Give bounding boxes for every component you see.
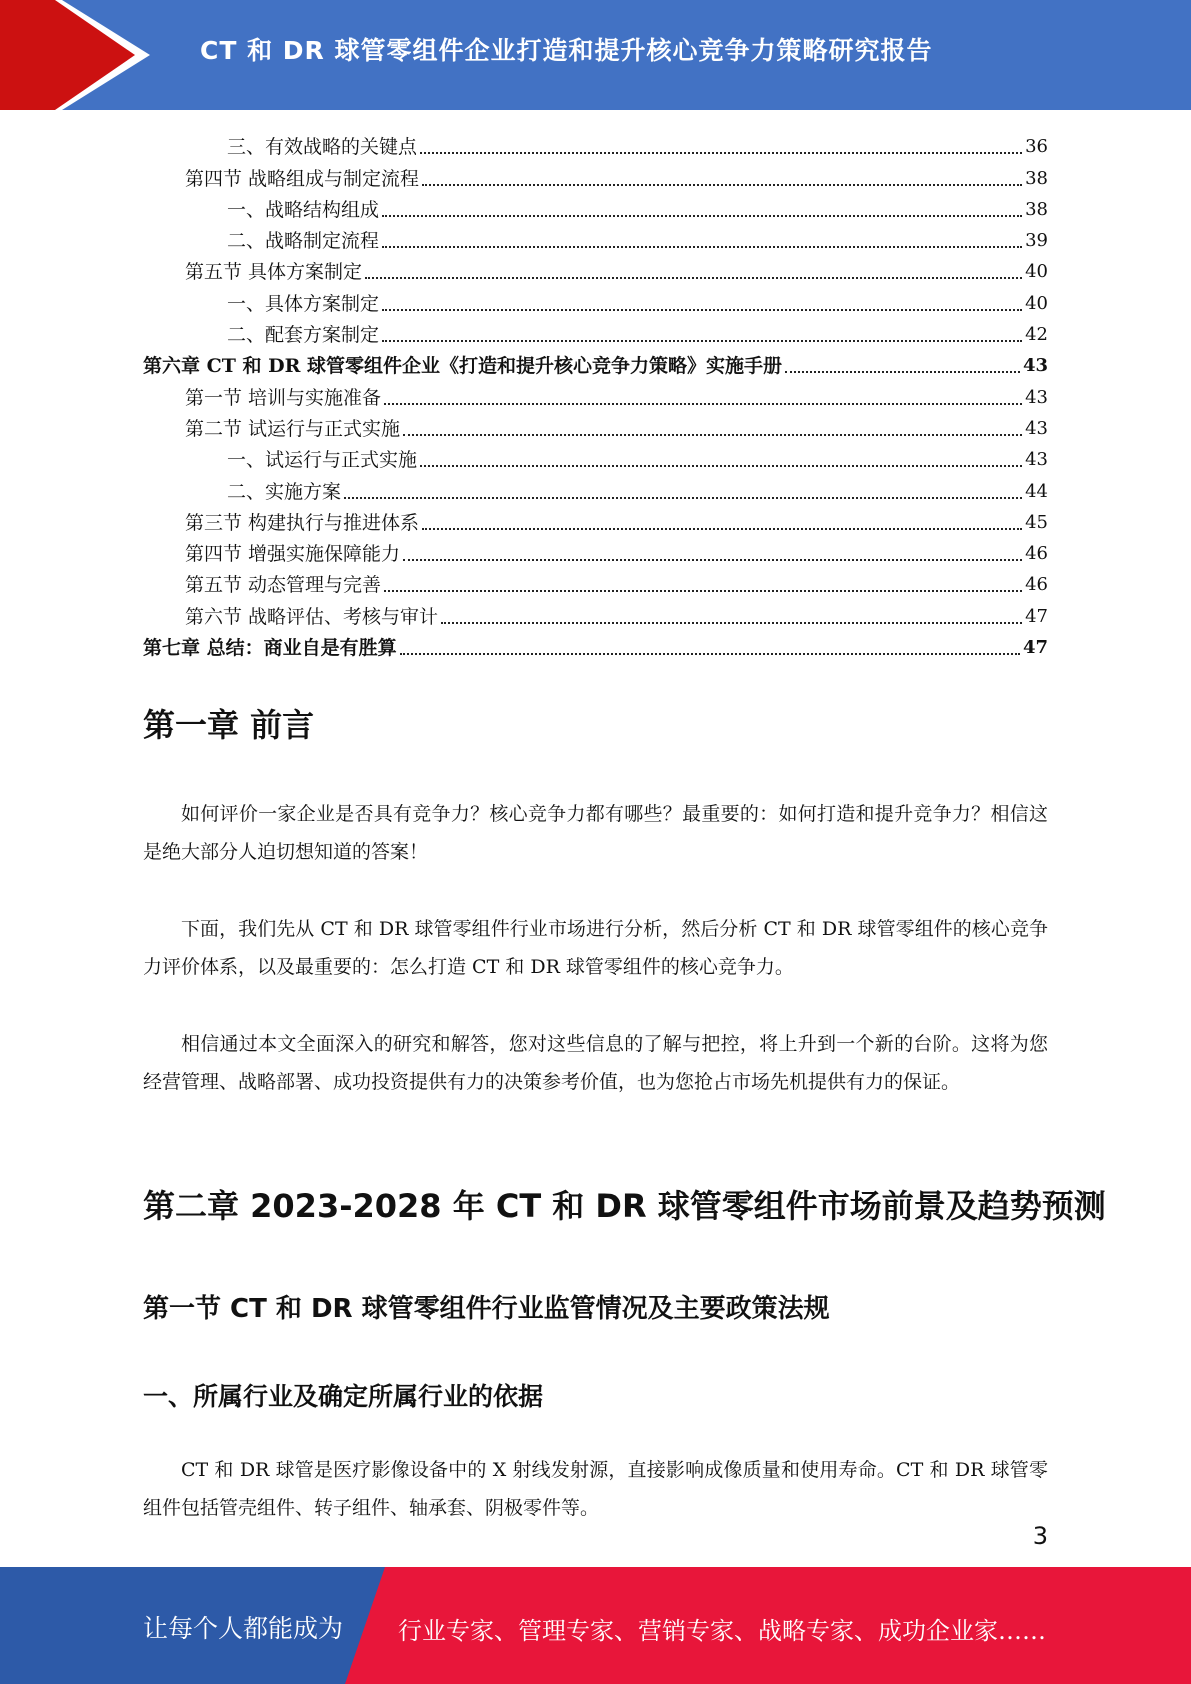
toc-dot-leader [400,652,1020,655]
toc-entry[interactable] [143,128,1048,159]
toc-dot-leader [344,496,1022,499]
paragraph-3: 相信通过本文全面深入的研究和解答，您对这些信息的了解与把控，将上升到一个新的台阶。这将为您经营管理、战略部署、成功投资提供有力的决策参考价值，也为您抢占市场先机提供有力的保证。 [143,1033,1048,1093]
toc-entry[interactable] [143,253,1048,284]
subsection-1-title: 一、所属行业及确定所属行业的依据 [143,1382,544,1411]
page-footer [0,1567,1191,1684]
toc-entry-title: 第一节 培训与实施准备 [185,386,382,409]
toc-entry[interactable] [143,284,1048,315]
toc-dot-leader [420,151,1022,154]
toc-entry-page: 46 [1025,574,1048,596]
toc-entry-title: 一、试运行与正式实施 [227,449,418,472]
paragraph-2: 下面，我们先从 CT 和 DR 球管零组件行业市场进行分析，然后分析 CT 和 DR 球管零组件的核心竞争力评价体系，以及最重要的：怎么打造 CT 和 DR 球管零组件的核心竞争力。 [143,918,1048,978]
toc-entry-title: 二、实施方案 [227,480,342,503]
toc-entry-page: 42 [1025,324,1048,346]
toc-dot-leader [384,589,1022,592]
toc-dot-leader [382,214,1022,217]
toc-entry[interactable] [143,441,1048,472]
toc-entry-page: 43 [1025,449,1048,471]
toc-entry-title: 二、战略制定流程 [227,230,380,253]
header-title: CT 和 DR 球管零组件企业打造和提升核心竞争力策略研究报告 [200,36,933,65]
toc-dot-leader [384,402,1022,405]
section-1-title: 第一节 CT 和 DR 球管零组件行业监管情况及主要政策法规 [143,1294,830,1324]
toc-entry-title: 第三节 构建执行与推进体系 [185,511,420,534]
toc-dot-leader [420,464,1022,467]
toc-entry[interactable] [143,410,1048,441]
toc-entry-title: 第二节 试运行与正式实施 [185,417,401,440]
page-header [0,0,1191,110]
toc-dot-leader [441,621,1022,624]
toc-entry-title: 第六节 战略评估、考核与审计 [185,605,439,628]
toc-entry[interactable] [143,222,1048,253]
toc-dot-leader [403,433,1022,436]
toc-entry-title: 一、具体方案制定 [227,292,380,315]
table-of-contents [143,128,1048,660]
toc-entry-page: 43 [1025,386,1048,408]
toc-entry-title: 第七章 总结：商业自是有胜算 [143,637,397,660]
toc-entry-title: 第四节 战略组成与制定流程 [185,167,420,190]
toc-dot-leader [422,527,1022,530]
toc-entry-title: 二、配套方案制定 [227,324,380,347]
paragraph-1: 如何评价一家企业是否具有竞争力？核心竞争力都有哪些？最重要的：如何打造和提升竞争力？相信这是绝大部分人迫切想知道的答案！ [143,803,1048,863]
toc-dot-leader [422,183,1022,186]
toc-entry[interactable] [143,347,1048,378]
toc-entry[interactable] [143,159,1048,190]
toc-entry-title: 第六章 CT 和 DR 球管零组件企业《打造和提升核心竞争力策略》实施手册 [143,355,782,378]
toc-entry-title: 一、战略结构组成 [227,198,380,221]
toc-entry[interactable] [143,191,1048,222]
toc-entry-title: 第五节 具体方案制定 [185,261,363,284]
toc-entry-page: 40 [1025,292,1048,314]
toc-dot-leader [785,370,1020,373]
toc-entry[interactable] [143,597,1048,628]
toc-dot-leader [403,558,1022,561]
toc-entry[interactable] [143,566,1048,597]
toc-entry[interactable] [143,629,1048,660]
toc-entry-page: 36 [1025,136,1048,158]
toc-entry-page: 47 [1022,637,1048,659]
paragraph-4: CT 和 DR 球管是医疗影像设备中的 X 射线发射源，直接影响成像质量和使用寿命。CT 和 DR 球管零组件包括管壳组件、转子组件、轴承套、阴极零件等。 [143,1459,1048,1519]
toc-entry[interactable] [143,378,1048,409]
toc-entry[interactable] [143,472,1048,503]
toc-entry-page: 38 [1025,198,1048,220]
toc-dot-leader [365,276,1022,279]
toc-dot-leader [382,245,1022,248]
toc-entry[interactable] [143,504,1048,535]
toc-entry-page: 45 [1025,511,1048,533]
toc-entry-title: 第五节 动态管理与完善 [185,574,382,597]
header-red-arrow-shape [0,0,160,110]
footer-slogan-left: 让每个人都能成为 [143,1614,344,1643]
toc-entry-page: 43 [1022,355,1048,377]
toc-entry[interactable] [143,535,1048,566]
toc-entry-title: 第四节 增强实施保障能力 [185,543,401,566]
toc-entry-page: 47 [1025,605,1048,627]
toc-entry-page: 43 [1025,417,1048,439]
toc-entry-page: 44 [1025,480,1048,502]
chapter-2-title: 第二章 2023-2028 年 CT 和 DR 球管零组件市场前景及趋势预测 [143,1187,1106,1225]
toc-dot-leader [382,339,1022,342]
toc-entry-page: 39 [1025,230,1048,252]
toc-dot-leader [382,308,1022,311]
toc-entry-page: 40 [1025,261,1048,283]
page-number: 3 [1032,1522,1048,1550]
chapter-1-title: 第一章 前言 [143,706,315,744]
toc-entry-page: 46 [1025,543,1048,565]
toc-entry-page: 38 [1025,167,1048,189]
toc-entry-title: 三、有效战略的关键点 [227,136,418,159]
toc-entry[interactable] [143,316,1048,347]
footer-slogan-right: 行业专家、管理专家、营销专家、战略专家、成功企业家…… [398,1617,1046,1645]
